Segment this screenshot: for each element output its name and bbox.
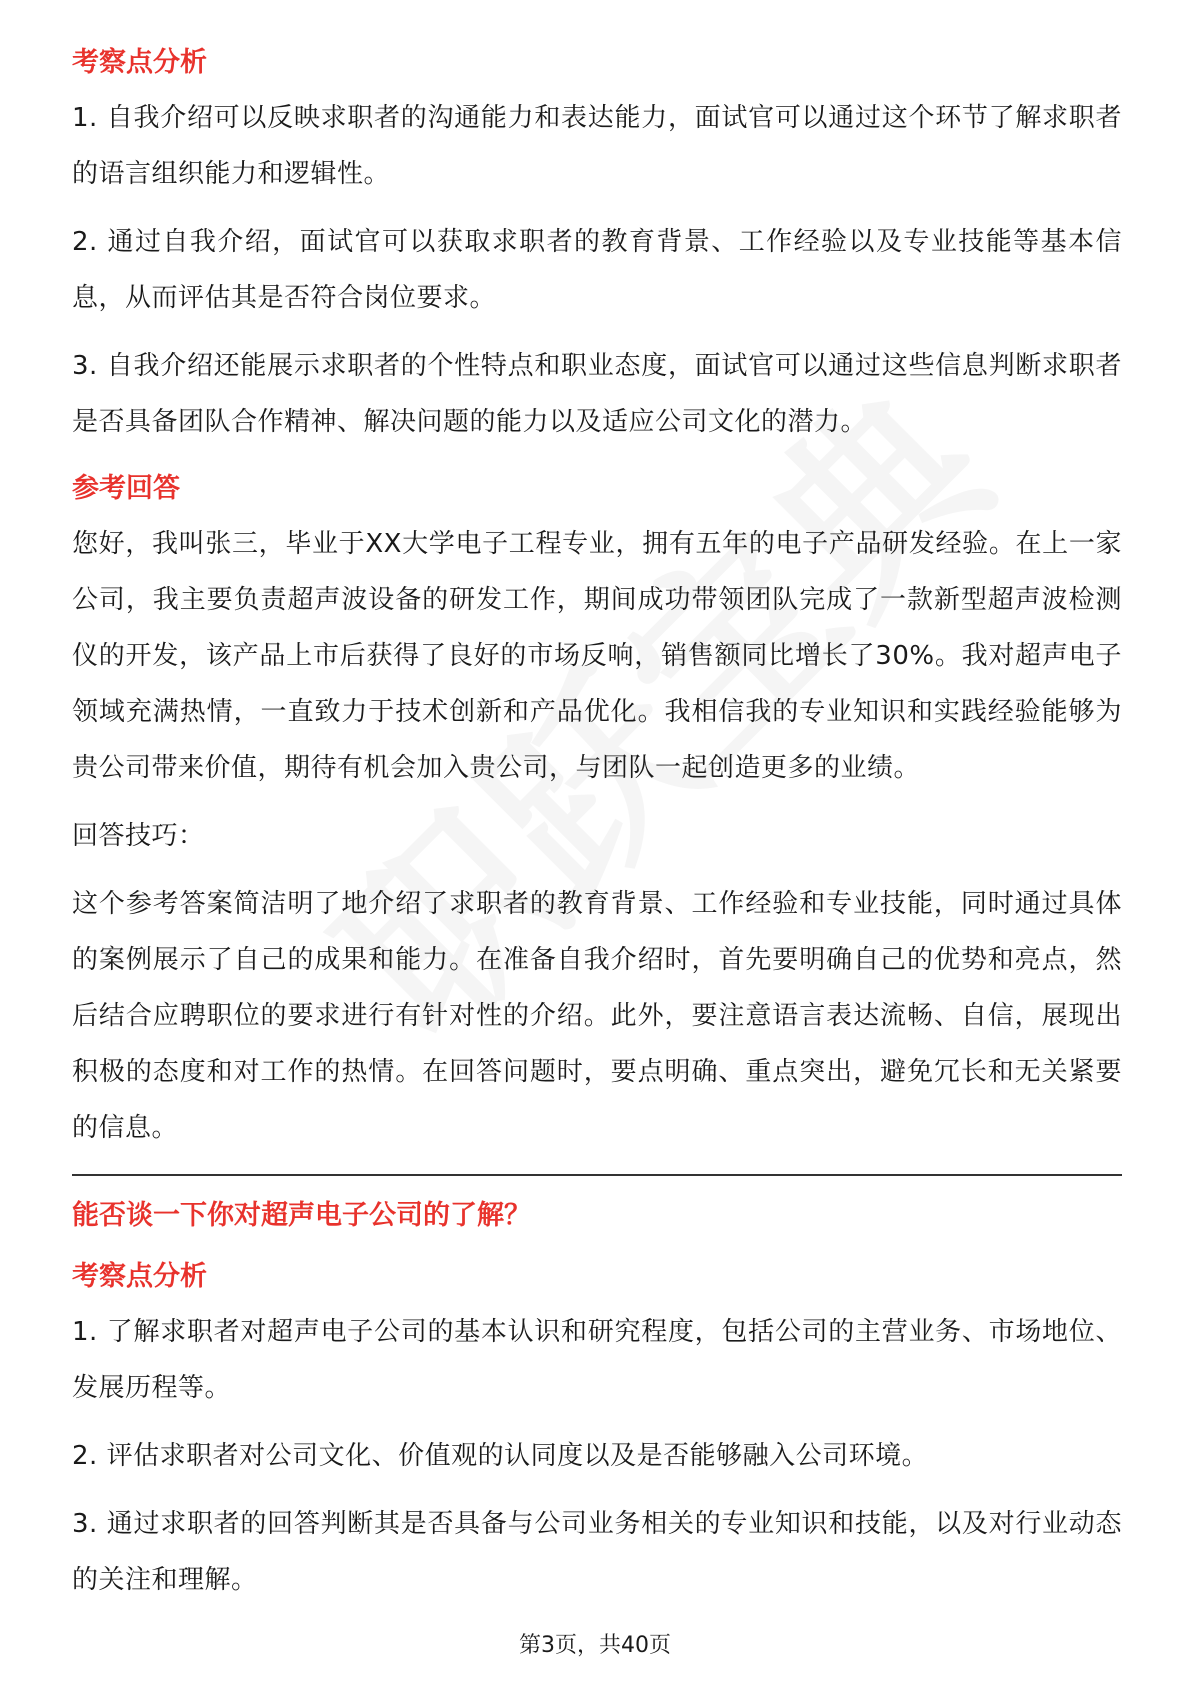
analysis-point-2-1: 1. 了解求职者对超声电子公司的基本认识和研究程度，包括公司的主营业务、市场地位、发展历程等。: [72, 1317, 1122, 1403]
page-number: 第3页，共40页: [519, 1633, 671, 1658]
answer-heading: 参考回答: [72, 473, 180, 504]
analysis-heading-2: 考察点分析: [72, 1261, 207, 1292]
analysis-point-2-2: 2. 评估求职者对公司文化、价值观的认同度以及是否能够融入公司环境。: [72, 1441, 929, 1471]
analysis-point-1-2: 2. 通过自我介绍，面试官可以获取求职者的教育背景、工作经验以及专业技能等基本信息，从而评估其是否符合岗位要求。: [72, 227, 1122, 313]
tips-label: 回答技巧：: [72, 821, 205, 851]
section-divider: [72, 1174, 1122, 1176]
analysis-point-1-3: 3. 自我介绍还能展示求职者的个性特点和职业态度，面试官可以通过这些信息判断求职者是否具备团队合作精神、解决问题的能力以及适应公司文化的潜力。: [72, 351, 1122, 437]
analysis-heading-1: 考察点分析: [72, 47, 207, 78]
question-title: 能否谈一下你对超声电子公司的了解？: [72, 1200, 531, 1231]
tips-text: 这个参考答案简洁明了地介绍了求职者的教育背景、工作经验和专业技能，同时通过具体的案例展示了自己的成果和能力。在准备自我介绍时，首先要明确自己的优势和亮点，然后结合应聘职位的要求进行有针对性的介绍。此外，要注意语言表达流畅、自信，展现出积极的态度和对工作的热情。在回答问题时，要点明确、重点突出，避免冗长和无关紧要的信息。: [72, 889, 1122, 1143]
analysis-point-2-3: 3. 通过求职者的回答判断其是否具备与公司业务相关的专业知识和技能，以及对行业动态的关注和理解。: [72, 1509, 1122, 1595]
answer-text: 您好，我叫张三，毕业于XX大学电子工程专业，拥有五年的电子产品研发经验。在上一家公司，我主要负责超声波设备的研发工作，期间成功带领团队完成了一款新型超声波检测仪的开发，该产品上市后获得了良好的市场反响，销售额同比增长了30%。我对超声电子领域充满热情，一直致力于技术创新和产品优化。我相信我的专业知识和实践经验能够为贵公司带来价值，期待有机会加入贵公司，与团队一起创造更多的业绩。: [72, 529, 1122, 783]
analysis-point-1-1: 1. 自我介绍可以反映求职者的沟通能力和表达能力，面试官可以通过这个环节了解求职者的语言组织能力和逻辑性。: [72, 103, 1122, 189]
page-content: [72, 42, 1122, 1608]
